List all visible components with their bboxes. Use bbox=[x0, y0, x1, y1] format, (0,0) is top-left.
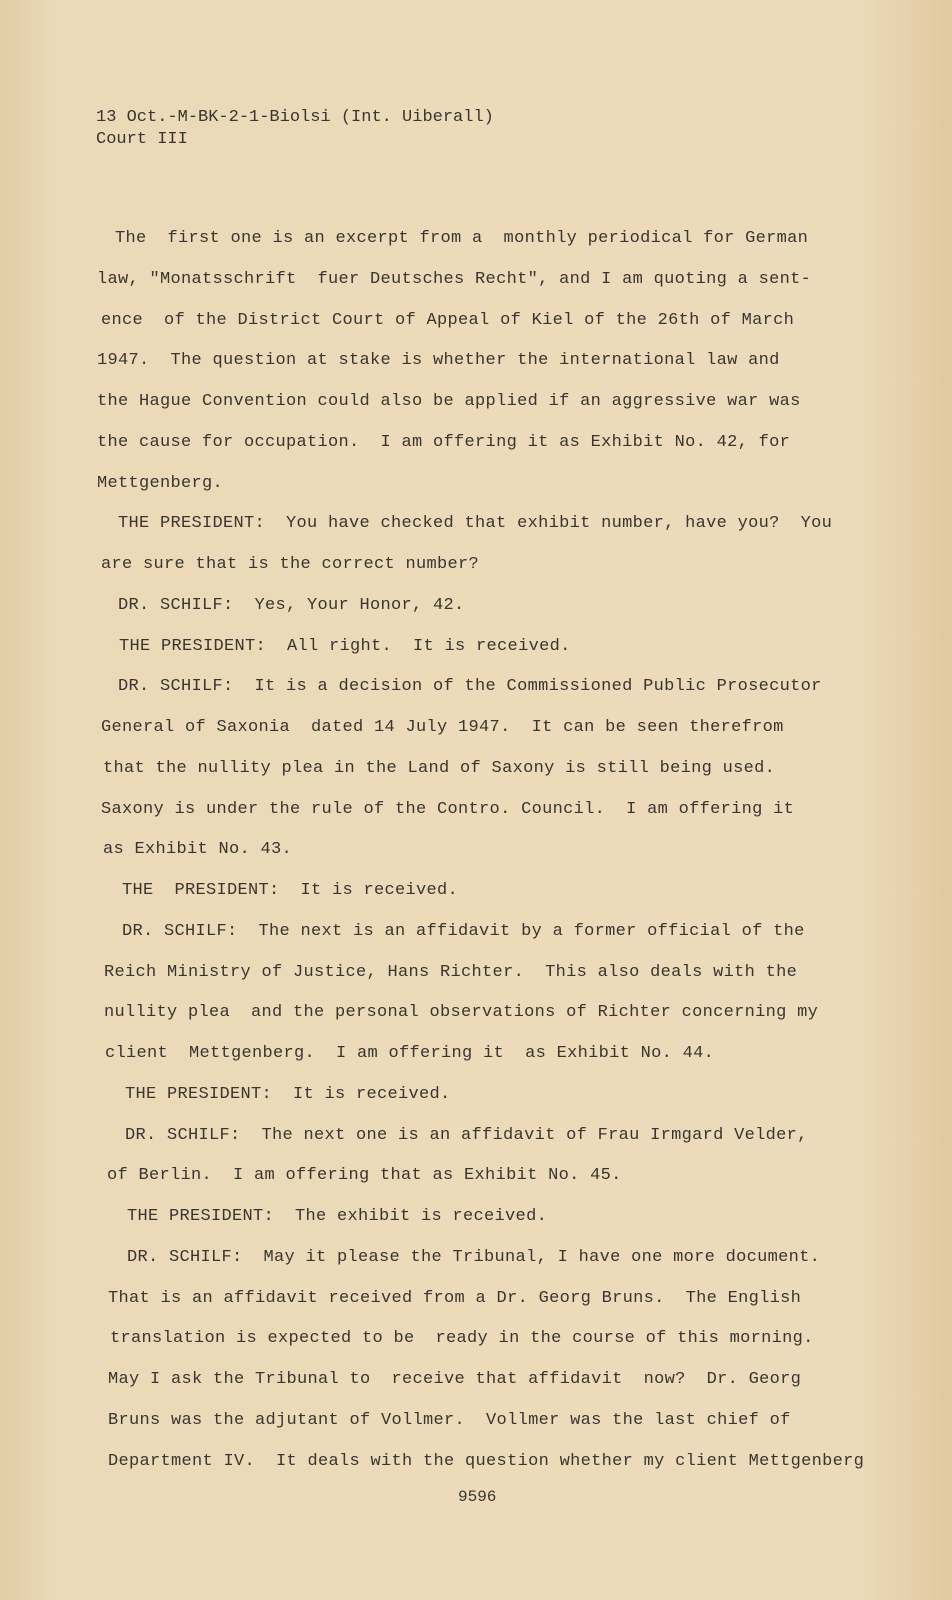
transcript-line: Mettgenberg. bbox=[97, 473, 224, 493]
transcript-line: the Hague Convention could also be applied if an aggressive war was bbox=[97, 392, 801, 411]
transcript-line: THE PRESIDENT: You have checked that exhibit number, have you? You bbox=[118, 514, 833, 534]
header-court: Court III bbox=[96, 130, 188, 149]
transcript-line: THE PRESIDENT: The exhibit is received. bbox=[127, 1207, 548, 1226]
page-number: 9596 bbox=[458, 1488, 497, 1506]
transcript-line: ence of the District Court of Appeal of Kiel of the 26th of March bbox=[101, 310, 795, 330]
transcript-line: Reich Ministry of Justice, Hans Richter. This also deals with the bbox=[104, 962, 798, 982]
transcript-line: law, "Monatsschrift fuer Deutsches Recht", and I am quoting a sent- bbox=[97, 269, 812, 289]
transcript-line: DR. SCHILF: Yes, Your Honor, 42. bbox=[118, 595, 465, 615]
transcript-line: THE PRESIDENT: It is received. bbox=[125, 1084, 451, 1104]
transcript-line: DR. SCHILF: The next is an affidavit by a former official of the bbox=[122, 921, 805, 941]
transcript-line: General of Saxonia dated 14 July 1947. It can be seen therefrom bbox=[101, 718, 784, 737]
transcript-line: Saxony is under the rule of the Contro. Council. I am offering it bbox=[101, 799, 795, 819]
transcript-line: client Mettgenberg. I am offering it as Exhibit No. 44. bbox=[105, 1044, 715, 1063]
transcript-line: DR. SCHILF: It is a decision of the Commissioned Public Prosecutor bbox=[118, 677, 822, 697]
transcript-line: that the nullity plea in the Land of Saxony is still being used. bbox=[103, 758, 776, 778]
transcript-line: nullity plea and the personal observations of Richter concerning my bbox=[104, 1003, 819, 1023]
transcript-line: DR. SCHILF: May it please the Tribunal, I have one more document. bbox=[127, 1247, 821, 1267]
transcript-line: are sure that is the correct number? bbox=[101, 555, 480, 574]
transcript-line: translation is expected to be ready in the course of this morning. bbox=[110, 1329, 814, 1349]
transcript-line: the cause for occupation. I am offering it as Exhibit No. 42, for bbox=[97, 432, 791, 452]
transcript-line: THE PRESIDENT: All right. It is received. bbox=[119, 636, 571, 656]
transcript-line: of Berlin. I am offering that as Exhibit No. 45. bbox=[107, 1166, 622, 1186]
header-reference: 13 Oct.-M-BK-2-1-Biolsi (Int. Uiberall) bbox=[96, 108, 494, 127]
transcript-line: 1947. The question at stake is whether the international law and bbox=[97, 351, 780, 371]
transcript-line: as Exhibit No. 43. bbox=[103, 840, 293, 860]
transcript-line: THE PRESIDENT: It is received. bbox=[122, 881, 459, 900]
transcript-line: The first one is an excerpt from a monthly periodical for German bbox=[115, 229, 809, 248]
transcript-line: May I ask the Tribunal to receive that affidavit now? Dr. Georg bbox=[108, 1370, 802, 1389]
transcript-line: Department IV. It deals with the question whether my client Mettgenberg bbox=[108, 1451, 865, 1471]
transcript-line: That is an affidavit received from a Dr. Georg Bruns. The English bbox=[108, 1288, 802, 1308]
transcript-line: DR. SCHILF: The next one is an affidavit of Frau Irmgard Velder, bbox=[125, 1125, 808, 1145]
transcript-line: Bruns was the adjutant of Vollmer. Vollmer was the last chief of bbox=[108, 1410, 791, 1430]
